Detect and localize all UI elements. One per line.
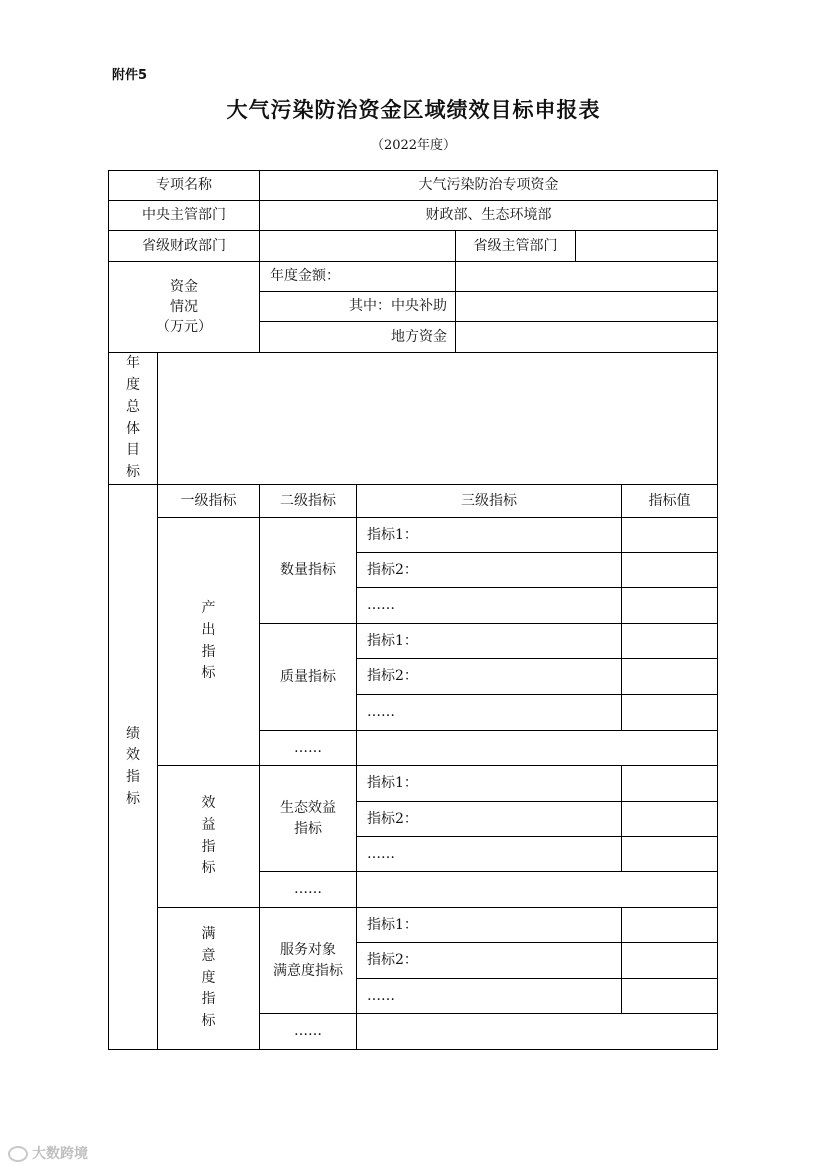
quality-ind1-value[interactable] — [621, 623, 718, 659]
quantity-ellipsis: …… — [356, 587, 622, 624]
benefit-more-label: …… — [259, 871, 357, 908]
satisfaction-more-label: …… — [259, 1013, 357, 1050]
watermark — [8, 1143, 88, 1163]
eco-ind1: 指标1： — [356, 765, 622, 802]
watermark-logo-icon — [8, 1146, 28, 1162]
local-funds-label: 地方资金 — [259, 321, 456, 353]
page-title: 大气污染防治资金区域绩效目标申报表 — [226, 98, 601, 122]
col-level3-header: 三级指标 — [356, 484, 622, 518]
quantity-ellipsis-value[interactable] — [621, 587, 718, 624]
eco-ind1-value[interactable] — [621, 765, 718, 802]
benefit-more-content[interactable] — [356, 871, 718, 908]
quality-ellipsis: …… — [356, 694, 622, 731]
service-ind2: 指标2： — [356, 942, 622, 979]
fund-name-value: 大气污染防治专项资金 — [259, 170, 718, 201]
output-indicators-label: 产 出 指 标 — [157, 517, 260, 766]
quality-ind2: 指标2： — [356, 658, 622, 695]
funds-label-line1: 资金 — [170, 278, 198, 295]
quality-ind1: 指标1： — [356, 623, 622, 659]
quantity-indicators-label: 数量指标 — [259, 517, 357, 624]
annual-goal-label: 年 度 总 体 目 标 — [108, 352, 158, 485]
service-ind1: 指标1： — [356, 907, 622, 943]
quality-ellipsis-value[interactable] — [621, 694, 718, 731]
year-label: （2022年度） — [370, 138, 457, 153]
quality-ind2-value[interactable] — [621, 658, 718, 695]
quantity-ind2-value[interactable] — [621, 552, 718, 588]
watermark-text: 大数跨境 — [32, 1146, 88, 1162]
central-subsidy-value[interactable] — [455, 291, 718, 322]
prov-finance-value[interactable] — [259, 230, 456, 262]
annual-amount-value[interactable] — [455, 261, 718, 292]
satisfaction-indicators-label: 满 意 度 指 标 — [157, 907, 260, 1050]
service-ind1-value[interactable] — [621, 907, 718, 943]
attachment-label: 附件5 — [112, 68, 148, 83]
quantity-ind1: 指标1： — [356, 517, 622, 553]
funds-label-line2: 情况 — [170, 298, 198, 315]
col-level1-header: 一级指标 — [157, 484, 260, 518]
eco-ellipsis: …… — [356, 836, 622, 872]
eco-benefit-label: 生态效益 指标 — [259, 765, 357, 872]
prov-dept-label: 省级主管部门 — [455, 230, 576, 262]
prov-finance-label: 省级财政部门 — [108, 230, 260, 262]
quantity-ind2: 指标2： — [356, 552, 622, 588]
output-more-label: …… — [259, 730, 357, 766]
central-dept-value: 财政部、生态环境部 — [259, 200, 718, 231]
col-value-header: 指标值 — [621, 484, 718, 518]
eco-ind2: 指标2： — [356, 801, 622, 837]
satisfaction-more-content[interactable] — [356, 1013, 718, 1050]
benefit-indicators-label: 效 益 指 标 — [157, 765, 260, 908]
funds-label — [108, 261, 260, 353]
service-satisfaction-label: 服务对象 满意度指标 — [259, 907, 357, 1014]
annual-amount-label: 年度金额： — [259, 261, 456, 292]
local-funds-value[interactable] — [455, 321, 718, 353]
service-ellipsis: …… — [356, 978, 622, 1014]
prov-dept-value[interactable] — [575, 230, 718, 262]
col-level2-header: 二级指标 — [259, 484, 357, 518]
central-subsidy-label: 其中：中央补助 — [259, 291, 456, 322]
annual-goal-content[interactable] — [157, 352, 718, 485]
perf-indicators-label: 绩 效 指 标 — [108, 484, 158, 1050]
service-ellipsis-value[interactable] — [621, 978, 718, 1014]
eco-ind2-value[interactable] — [621, 801, 718, 837]
quantity-ind1-value[interactable] — [621, 517, 718, 553]
quality-indicators-label: 质量指标 — [259, 623, 357, 731]
fund-name-label: 专项名称 — [108, 170, 260, 201]
funds-label-line3: （万元） — [156, 319, 212, 336]
central-dept-label: 中央主管部门 — [108, 200, 260, 231]
eco-ellipsis-value[interactable] — [621, 836, 718, 872]
service-ind2-value[interactable] — [621, 942, 718, 979]
output-more-content[interactable] — [356, 730, 718, 766]
